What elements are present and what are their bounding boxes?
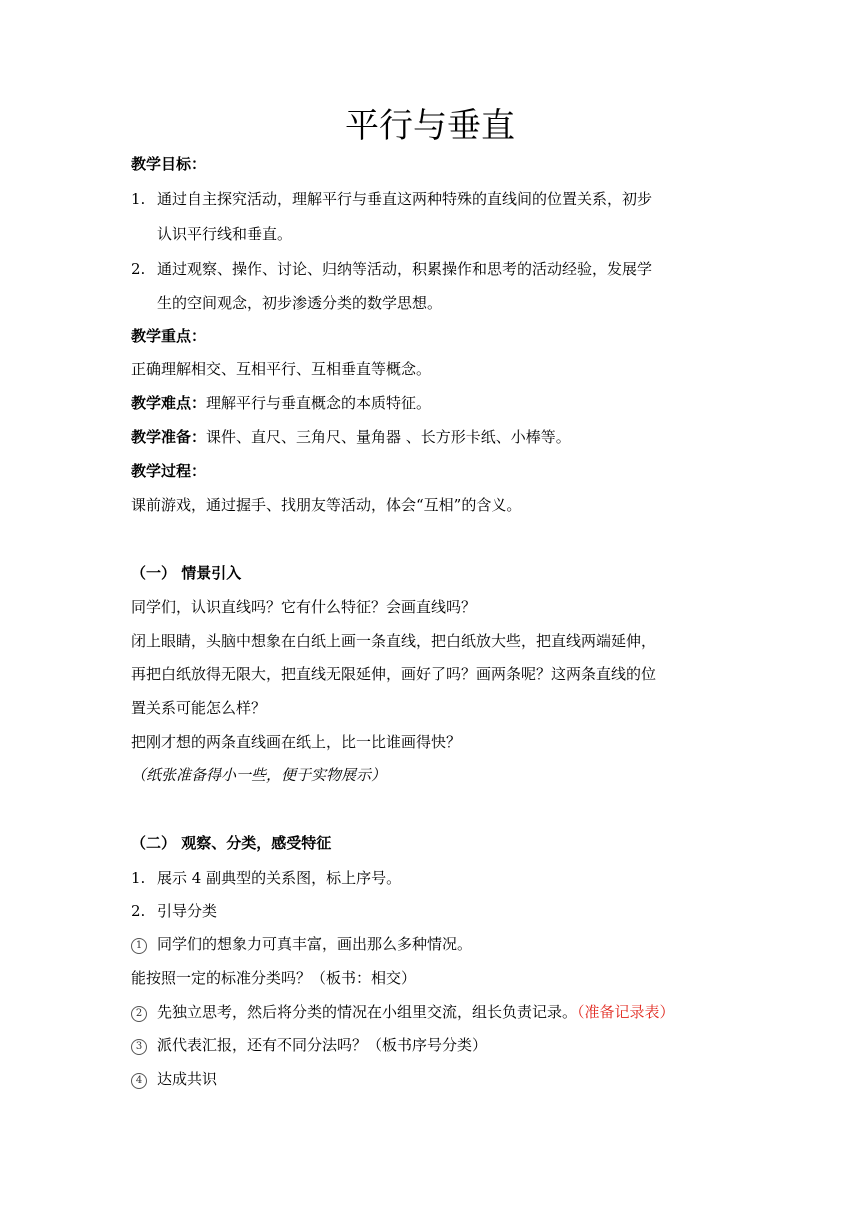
difficulty-heading: 教学难点：	[131, 394, 207, 412]
section1-heading: （一） 情景引入	[131, 564, 242, 582]
section2-item-text: 引导分类	[157, 902, 218, 920]
objective-continuation: 生的空间观念，初步渗透分类的数学思想。	[157, 294, 443, 312]
section1-line: 闭上眼睛，头脑中想象在白纸上画一条直线，把白纸放大些，把直线两端延伸，	[131, 632, 657, 650]
section1-line: 同学们，认识直线吗？它有什么特征？会画直线吗？	[131, 598, 477, 616]
circled-number-1: 1	[131, 938, 147, 954]
record-sheet-note: （准备记录表）	[577, 1003, 675, 1021]
step-3	[131, 1034, 741, 1056]
preparation-text: 课件、直尺、三角尺、量角器 、长方形卡纸、小棒等。	[206, 428, 571, 446]
section2-number: 2.	[131, 902, 146, 920]
circled-number-4: 4	[131, 1073, 147, 1089]
objectives-heading: 教学目标：	[131, 155, 207, 173]
objective-text: 通过自主探究活动，理解平行与垂直这两种特殊的直线间的位置关系，初步	[157, 190, 653, 208]
objective-number: 1.	[131, 190, 146, 208]
section1-note: （纸张准备得小一些，便于实物展示）	[131, 766, 387, 784]
circled-number-3: 3	[131, 1039, 147, 1055]
step-1-followup: 能按照一定的标准分类吗？（板书：相交）	[131, 969, 417, 987]
section1-line: 置关系可能怎么样？	[131, 699, 267, 717]
difficulty-line	[131, 392, 741, 414]
preparation-line	[131, 426, 741, 448]
difficulty-text: 理解平行与垂直概念的本质特征。	[206, 394, 432, 412]
key-points-heading: 教学重点：	[131, 327, 207, 345]
section2-item-text: 展示 4 副典型的关系图，标上序号。	[157, 869, 402, 887]
section2-item-2	[131, 900, 741, 922]
circled-number-2: 2	[131, 1006, 147, 1022]
process-heading: 教学过程：	[131, 462, 207, 480]
section1-line: 再把白纸放得无限大，把直线无限延伸，画好了吗？画两条呢？这两条直线的位	[131, 665, 657, 683]
section2-number: 1.	[131, 869, 146, 887]
section2-item-1	[131, 867, 741, 889]
objective-continuation: 认识平行线和垂直。	[157, 225, 293, 243]
objective-number: 2.	[131, 260, 146, 278]
document-title: 平行与垂直	[345, 106, 515, 146]
process-intro: 课前游戏，通过握手、找朋友等活动，体会“互相”的含义。	[131, 496, 522, 514]
step-text: 派代表汇报，还有不同分法吗？（板书序号分类）	[157, 1036, 488, 1054]
objective-item-1	[131, 188, 741, 210]
section2-heading: （二） 观察、分类，感受特征	[131, 834, 332, 852]
objective-text: 通过观察、操作、讨论、归纳等活动，积累操作和思考的活动经验，发展学	[157, 260, 653, 278]
step-text: 同学们的想象力可真丰富，画出那么多种情况。	[157, 935, 473, 953]
key-points-text: 正确理解相交、互相平行、互相垂直等概念。	[131, 360, 432, 378]
objective-item-2	[131, 258, 741, 280]
preparation-heading: 教学准备：	[131, 428, 207, 446]
step-text: 达成共识	[157, 1070, 218, 1088]
section1-line: 把刚才想的两条直线画在纸上，比一比谁画得快？	[131, 733, 462, 751]
step-4	[131, 1068, 741, 1090]
step-text: 先独立思考，然后将分类的情况在小组里交流，组长负责记录。	[157, 1003, 578, 1021]
step-2	[131, 1001, 741, 1023]
step-1	[131, 933, 741, 955]
